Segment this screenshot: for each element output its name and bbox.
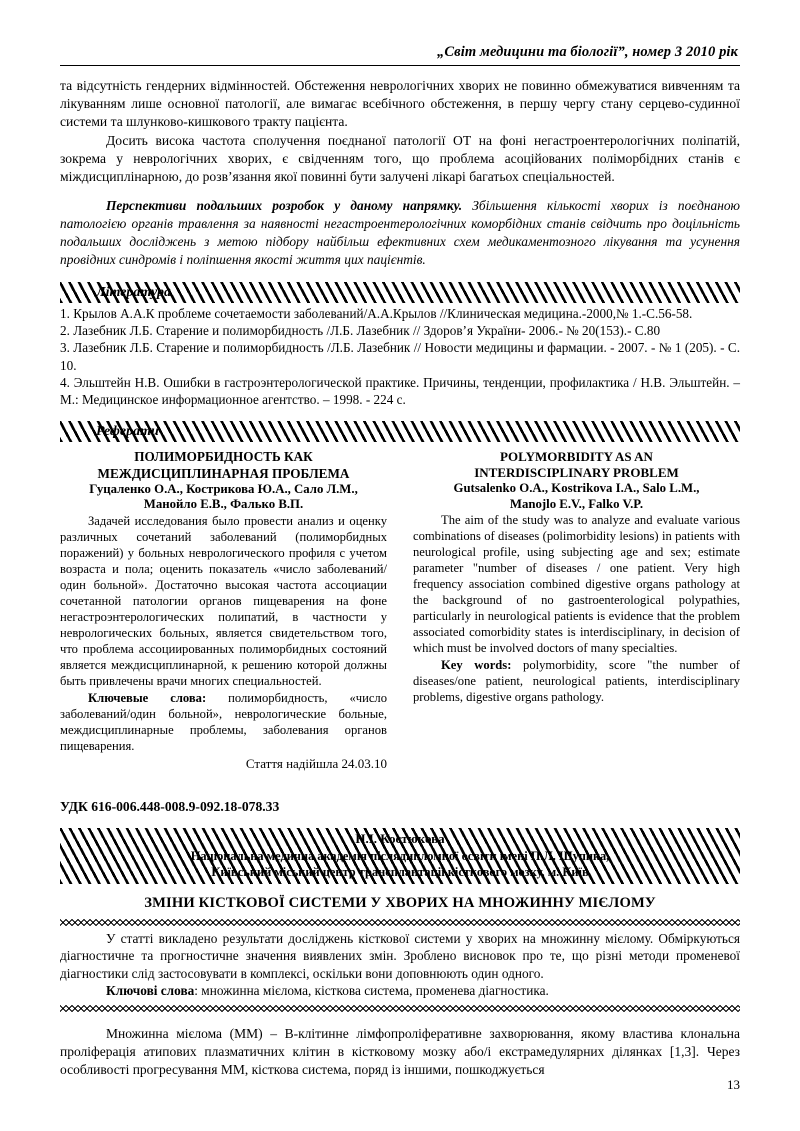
body-paragraph-2: Досить висока частота сполучення поєднаної патології ОТ на фоні негастроентерологічних поліпатій, зокрема у неврологічних хворих, є свідченням того, що проблема асоційованих поліморбідних станів є міждисциплінарною, до розв’язання якої повинні бути залучені лікарі багатьох спеціальностей. [60, 133, 740, 185]
received-date: Стаття надійшла 24.03.10 [245, 755, 387, 771]
keywords-label: Ключевые слова: [88, 690, 207, 705]
keywords-label: Key words: [441, 658, 512, 673]
summary-ru-authors-line2: Манойло Е.В., Фалько В.П. [143, 497, 304, 512]
keywords-text: : множинна мієлома, кісткова система, променева діагностика. [194, 983, 549, 999]
prospects-label: Перспективи подальших розробок у даному напрямку. [106, 198, 463, 214]
article2-affiliation-line2: Київський міський центр трансплантації кісткового мозку, м. Київ [211, 865, 589, 880]
keywords-label: Ключові слова [106, 983, 195, 999]
running-head: „Світ медицини та біології”, номер 3 2010 рік [437, 44, 738, 60]
zigzag-divider-bottom [60, 1005, 740, 1012]
summaries-banner [60, 421, 740, 442]
literature-banner-label: Література [96, 284, 171, 300]
abstract-text: У статті викладено результати досліджень кісткової системи у хворих на множинну мієлому. Обміркуються діагностичне та прогностичне значення виявлених змін. Зроблено висновок про те, що різні методи променевої діагностики слід застосовувати в комплексі, оскільки вони доповнюють один одного. [60, 930, 740, 981]
article2-title: ЗМІНИ КІСТКОВОЇ СИСТЕМИ У ХВОРИХ НА МНОЖИННУ МІЄЛОМУ [144, 894, 656, 911]
summaries-banner-label: Реферати [96, 424, 159, 440]
author-affiliation-lines [60, 828, 740, 884]
summary-en-authors-line2: Manojlo E.V., Falko V.P. [509, 496, 644, 511]
page-number: 13 [727, 1077, 740, 1092]
body-paragraph: Множинна мієлома (ММ) – В-клітинне лімфопроліферативне захворювання, якому властива клональна проліферація атипових плазматичних клітин в кістковому мозку або/і екстрамедулярних ділянках [1,3]. Через особливості прогресування ММ, кісткова система, поряд із іншими, пошкоджується [60, 1025, 740, 1077]
summary-en-title-line1: POLYMORBIDITY AS AN [500, 449, 653, 465]
summary-ru-title-line1: ПОЛИМОРБИДНОСТЬ КАК [134, 449, 313, 465]
article2-author: Н.І. Костюкова [355, 831, 445, 847]
running-head-rule [60, 65, 740, 66]
article2-affiliation-line1: Національна медична академія післядипломної освіти імені П.Л. Шупика, [190, 848, 610, 863]
summary-ru-body: Задачей исследования было провести анализ и оценку различных сочетаний заболеваний (полиморбидных поражений) у больных неврологического профиля с учетом возраста и пола; оценить показатель «число заболеваний/один больной». Достаточно высокая частота ассоциации сочетанной патологии органов пищеварения на фоне негастроэнтерологических полипатий, в частности у неврологических больных, является свидетельством того, что проблема ассоциированных полиморбидных состояний является междисциплинарной, к решению которой должны быть привлечены врачи многих специальностей. [60, 513, 387, 688]
abstract-keywords [60, 982, 740, 1000]
reference-list [60, 305, 740, 409]
summary-ru-authors-line1: Гуцаленко О.А., Кострикова Ю.А., Сало Л.М., [89, 481, 358, 496]
udc-code: УДК 616-006.448-008.9-092.18-078.33 [60, 798, 280, 814]
summary-en-keywords [413, 658, 740, 706]
summary-english [413, 449, 740, 771]
summary-ru-keywords [60, 691, 387, 755]
summary-ru-title-line2: МЕЖДИСЦИПЛИНАРНАЯ ПРОБЛЕМА [97, 465, 350, 481]
reference-item: 1. Крылов А.А.К проблеме сочетаемости заболеваний/А.А.Крылов //Клиническая медицина.-2000,№ 1.-С.56-58. [60, 305, 693, 321]
zigzag-divider-top [60, 919, 740, 926]
keywords-text: полиморбидность, «число заболеваний/один больной», неврологические больные, междисциплинарные проблемы, заболевания органов пищеварения. [60, 690, 388, 753]
prospects-text: Збільшення кількості хворих із поєднаною патологією органів травлення за наявності негастроентерологічних коморбідних станів свідчить про доцільність подальших досліджень з метою підбору найбільш ефективних схем медикаментозного лікування та усунення провідних синдромів і поліпшення якості життя цих пацієнтів. [60, 198, 740, 267]
literature-banner [60, 282, 740, 303]
summary-en-title-line2: INTERDISCIPLINARY PROBLEM [474, 465, 679, 481]
reference-item: 2. Лазебник Л.Б. Старение и полиморбидность /Л.Б. Лазебник // Здоров’я України- 2006.- № 20(153).- С.80 [60, 323, 661, 339]
summary-en-body: The aim of the study was to analyze and evaluate various combinations of diseases (polimorbidity lesions) in patients with neurological profile, using subjecting age and sex; estimate parameter "number of diseases / one patient. Very high frequency association combined digestive organs pathology at the background of no gastroenterological polypathies, particularly in neurological patients is evidence that the problem associated comorbidity states is interdisciplinary, in decision of which must be involved doctors of many specialties. [413, 513, 740, 656]
summaries-section [60, 449, 740, 771]
summary-en-authors-line1: Gutsalenko O.A., Kostrikova I.A., Salo L.M., [453, 481, 700, 496]
reference-item: 4. Эльштейн Н.В. Ошибки в гастроэнтерологической практике. Причины, тенденции, профилактика / Н.В. Эльштейн. – М.: Медицинское информационное агентство. – 1998. - 224 с. [60, 374, 740, 408]
reference-item: 3. Лазебник Л.Б. Старение и полиморбидность /Л.Б. Лазебник // Новости медицины и фармации. - 2007. - № 1 (205). - С. 10. [60, 340, 740, 373]
keywords-text: polymorbidity, score "the number of diseases/one patient, neurological patients, interdisciplinary problems, digestive organs pathology. [413, 658, 740, 705]
summary-russian [60, 449, 387, 771]
hatch-pattern [60, 421, 740, 442]
article2-body [60, 1025, 740, 1079]
article2-abstract [60, 930, 740, 1000]
prospects-paragraph [60, 197, 740, 268]
body-paragraph-1: та відсутність гендерних відмінностей. Обстеження неврологічних хворих не повинно обмежуватися вивченням та лікуванням лише основної патології, але вимагає всебічного обстеження, в першу чергу стану серцево-судинної системи та шлунково-кишкового тракту пацієнта. [60, 78, 740, 130]
author-affiliation-block [60, 828, 740, 884]
